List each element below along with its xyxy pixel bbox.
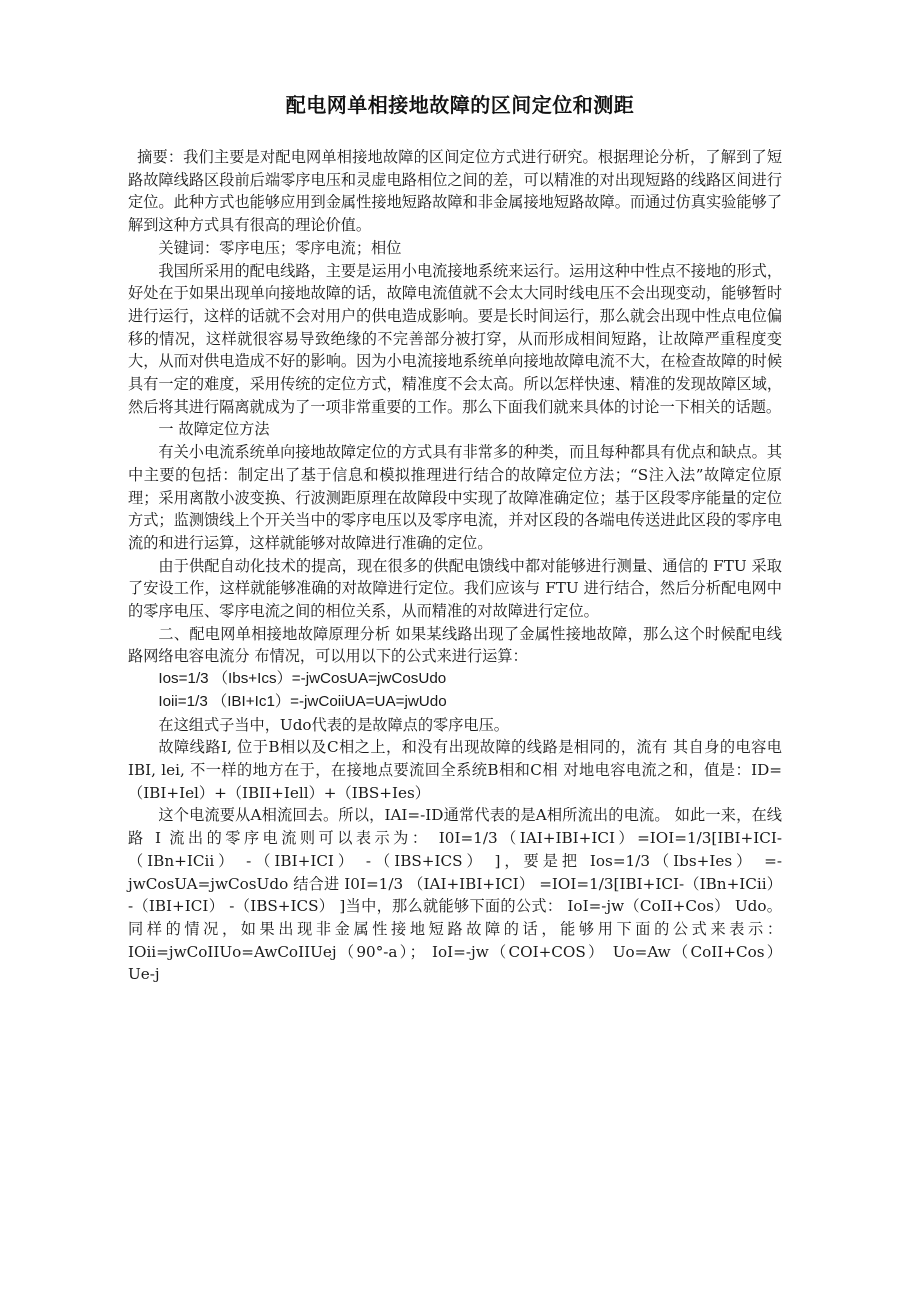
zero-sequence-paragraph: 这个电流要从A相流回去。所以，IAI=-ID通常代表的是A相所流出的电流。 如此一来，在线路 I 流出的零序电流则可以表示为： I0I=1/3（IAI+IBI+ICI）=IOI=1/3[IBI+ICI-（IBn+ICii） -（IBI+ICI） -（IBS+ICS） ]，要是把 Ios=1/3（Ibs+Ies） =- jwCosUA=jwCosUdo 结合进 I0I=1/3 （IAI+IBI+ICI） =IOI=1/3[IBI+ICI-（IBn+ICii） -（IBI+ICI） -（IBS+ICS） ]当中，那么就能够下面的公式： IoI=-jw（CoII+Cos） Udo。 同样的情况，如果出现非金属性接地短路故障的话，能够用下面的公式来表示： IOii=jwCoIIUo=AwCoIIUej（90°-a）； IoI=-jw（COI+COS） Uo=Aw（CoII+Cos） Ue-j <box>128 806 782 984</box>
ftu-paragraph: 由于供配自动化技术的提高，现在很多的供配电馈线中都对能够进行测量、通信的 FTU 采取了安设工作，这样就能够准确的对故障进行定位。我们应该与 FTU 进行结合，然后分析配电网中的零序电压、零序电流之间的相位关系，从而精准的对故障进行定位。 <box>128 556 782 621</box>
document-title: 配电网单相接地故障的区间定位和测距 <box>285 93 635 117</box>
section-heading-1: 一 故障定位方法 <box>158 420 270 439</box>
intro-paragraph: 我国所采用的配电线路，主要是运用小电流接地系统来运行。运用这种中性点不接地的形式，好处在于如果出现单向接地故障的话，故障电流值就不会太大同时线电压不会出现变动，能够暂时进行运行，这样的话就不会对用户的供电造成影响。要是长时间运行，那么就会出现中性点电位偏移的情况，这样就很容易导致绝缘的不完善部分被打穿，从而形成相间短路，让故障严重程度变大，从而对供电造成不好的影响。因为小电流接地系统单向接地故障电流不大，在检查故障的时候具有一定的难度，采用传统的定位方式，精准度不会太高。所以怎样快速、精准的发现故障区域，然后将其进行隔离就成为了一项非常重要的工作。那么下面我们就来具体的讨论一下相关的话题。 <box>128 261 782 416</box>
abstract-paragraph: 摘要：我们主要是对配电网单相接地故障的区间定位方式进行研究。根据理论分析，了解到了短路故障线路区段前后端零序电压和灵虚电路相位之间的差，可以精准的对出现短路的线路区间进行定位。此种方式也能够应用到金属性接地短路故障和非金属接地短路故障。而通过仿真实验能够了解到这种方式具有很高的理论价值。 <box>128 148 782 235</box>
keywords-paragraph: 关键词：零序电压；零序电流；相位 <box>158 238 402 257</box>
methods-paragraph: 有关小电流系统单向接地故障定位的方式具有非常多的种类，而且每种都具有优点和缺点。其中主要的包括：制定出了基于信息和模拟推理进行结合的故障定位方法；“S注入法”故障定位原理；采用离散小波变换、行波测距原理在故障段中实现了故障准确定位；基于区段零序能量的定位方式；监测馈线上个开关当中的零序电压以及零序电流，并对区段的各端电传送进此区段的零序电流的和进行运算，这样就能够对故障进行准确的定位。 <box>128 443 782 552</box>
section-heading-2-paragraph: 二、配电网单相接地故障原理分析 如果某线路出现了金属性接地故障，那么这个时候配电线路网络电容电流分 布情况，可以用以下的公式来进行运算： <box>128 624 782 666</box>
formula-line-1: Ios=1/3 （Ibs+Ics）=-jwCosUA=jwCosUdo <box>158 670 447 688</box>
udo-definition-paragraph: 在这组式子当中，Udo代表的是故障点的零序电压。 <box>158 715 509 734</box>
fault-line-paragraph: 故障线路I, 位于B相以及C相之上，和没有出现故障的线路是相同的，流有 其自身的电容电IBI, lei, 不一样的地方在于，在接地点要流回全系统B相和C相 对地电容电流之和，值是：ID=（IBI+Iel）+（IBII+Iell）+（IBS+Ies） <box>128 738 782 802</box>
document-body <box>128 146 782 986</box>
formula-line-2: Ioii=1/3 （IBI+Ic1）=-jwCoiiUA=UA=jwUdo <box>158 692 447 710</box>
